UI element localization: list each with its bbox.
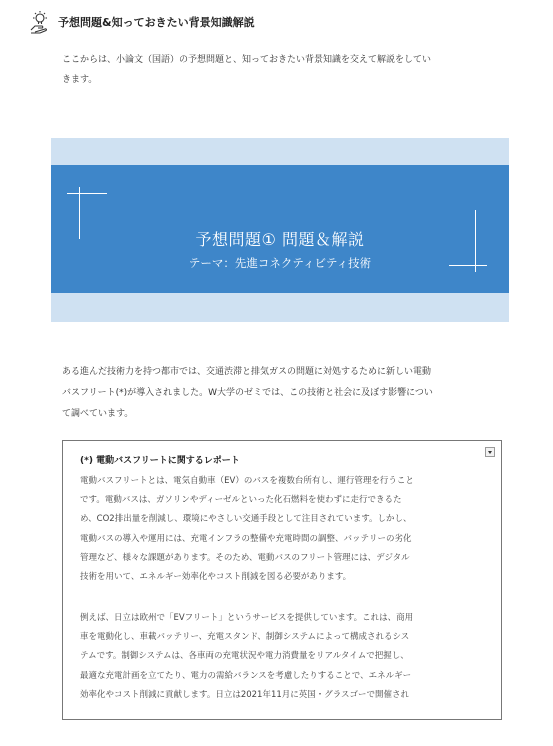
report-line: テムです。制御システムは、各車両の充電状況や電力消費量をリアルタイムで把握し、 [80, 651, 409, 662]
intro-line: ここからは、小論文（国語）の予想問題と、知っておきたい背景知識を交えて解説をしてい [62, 55, 432, 65]
report-paragraph [80, 609, 490, 705]
report-box[interactable] [62, 440, 502, 720]
banner-decoration [67, 193, 107, 194]
report-line: め、CO2排出量を削減し、環境にやさしい交通手段として注目されています。しかし、 [80, 514, 412, 525]
report-line: 効率化やコスト削減に貢献します。日立は2021年11月に英国・グラスゴーで開催され [80, 689, 410, 700]
banner-title: 予想問題① 問題＆解説 [195, 230, 365, 249]
report-line: 車を電動化し、車載バッテリー、充電スタンド、制御システムによって構成されるシス [80, 632, 410, 643]
report-line: 電動バスフリートとは、電気自動車（EV）のバスを複数台所有し、運行管理を行うこと [80, 476, 414, 486]
report-line: 電動バスの導入や運用には、充電インフラの整備や充電時間の調整、バッテリーの劣化 [80, 533, 412, 544]
report-line: 例えば、日立は欧州で「EVフリート」というサービスを提供しています。これは、商用 [80, 613, 414, 623]
report-line: 技術を用いて、エネルギー効率化やコスト削減を図る必要があります。 [80, 572, 352, 583]
report-paragraph [80, 472, 490, 587]
body-line: バスフリート(*)が導入されました。W大学のゼミでは、この技術と社会に及ぼす影響につい [62, 388, 433, 398]
lightbulb-hand-icon [28, 10, 50, 34]
section-title: 予想問題&知っておきたい背景知識解説 [58, 16, 255, 29]
banner-panel [51, 165, 509, 293]
report-line: です。電動バスは、ガソリンやディーゼルといった化石燃料を使わずに走行できるた [80, 495, 402, 506]
body-line: て調べています。 [62, 409, 134, 419]
body-line: ある進んだ技術力を持つ都市では、交通渋滞と排気ガスの問題に対処するために新しい電動 [62, 367, 432, 377]
intro-line: きます。 [62, 75, 98, 85]
report-line: 管理など、様々な課題があります。そのため、電動バスのフリート管理には、デジタル [80, 552, 410, 563]
intro-text [62, 50, 508, 90]
problem-text [62, 362, 512, 425]
problem-banner [51, 138, 509, 322]
report-line: 最適な充電計画を立てたり、電力の需給バランスを考慮したりすることで、エネルギー [80, 670, 412, 681]
section-heading [28, 10, 255, 34]
banner-subtitle: テーマ：先進コネクティビティ技術 [188, 256, 372, 270]
chevron-down-icon[interactable] [485, 447, 495, 457]
report-title: (*) 電動バスフリートに関するレポート [80, 456, 240, 466]
